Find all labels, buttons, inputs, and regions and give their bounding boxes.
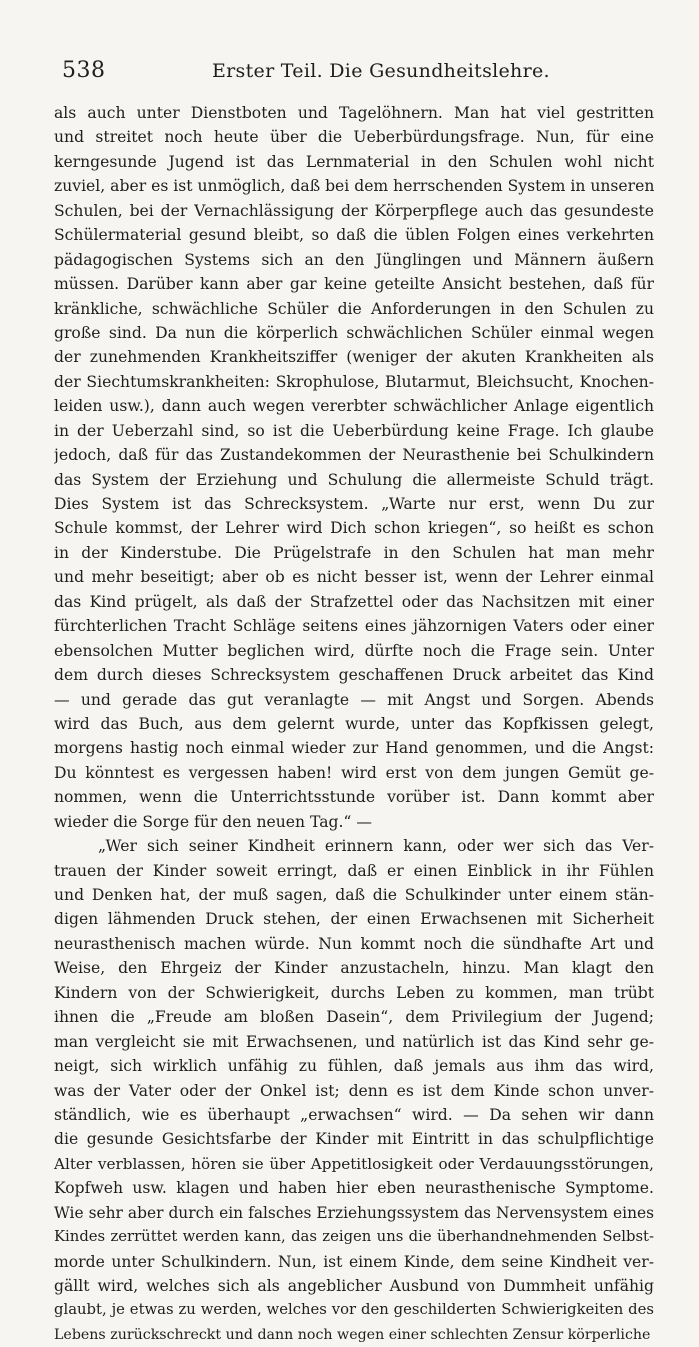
text-line: morgens hastig noch einmal wieder zur Hand genommen, und die Angst: <box>54 739 654 758</box>
text-line: die gesunde Gesichtsfarbe der Kinder mit Eintritt in das schulpflichtige <box>54 1130 654 1149</box>
page-header <box>62 58 662 90</box>
text-line: das System der Erziehung und Schulung die allermeiste Schuld trägt. <box>54 470 654 489</box>
text-line: große sind. Da nun die körperlich schwächlichen Schüler einmal wegen <box>54 323 654 342</box>
text-line: Weise, den Ehrgeiz der Kinder anzustacheln, hinzu. Man klagt den <box>54 959 654 978</box>
running-title: Erster Teil. Die Gesundheitslehre. <box>212 60 550 82</box>
text-line: kränkliche, schwächliche Schüler die Anforderungen in den Schulen zu <box>54 299 654 318</box>
text-line: kerngesunde Jugend ist das Lernmaterial in den Schulen wohl nicht <box>54 152 654 171</box>
text-line: Du könntest es vergessen haben! wird erst von dem jungen Gemüt ge- <box>54 763 654 782</box>
text-line: der Siechtumskrankheiten: Skrophulose, Blutarmut, Bleichsucht, Knochen- <box>54 372 654 391</box>
text-line: ebensolchen Mutter beglichen wird, dürfte noch die Frage sein. Unter <box>54 641 654 660</box>
text-line: dem durch dieses Schrecksystem geschaffenen Druck arbeitet das Kind <box>54 666 654 685</box>
text-line: zuviel, aber es ist unmöglich, daß bei dem herrschenden System in unseren <box>54 177 654 196</box>
text-line: Schülermaterial gesund bleibt, so daß die üblen Folgen eines verkehrten <box>54 226 654 245</box>
text-line: morde unter Schulkindern. Nun, ist einem Kinde, dem seine Kindheit ver- <box>54 1252 654 1271</box>
text-line: wieder die Sorge für den neuen Tag.“ — <box>54 812 372 831</box>
text-line: und Denken hat, der muß sagen, daß die Schulkinder unter einem stän- <box>54 886 654 904</box>
text-line: Kindern von der Schwierigkeit, durchs Leben zu kommen, man trübt <box>54 983 654 1002</box>
text-line: ihnen die „Freude am bloßen Dasein“, dem Privilegium der Jugend; <box>54 1008 654 1027</box>
text-line: Schule kommst, der Lehrer wird Dich schon kriegen“, so heißt es schon <box>54 519 654 538</box>
text-line: — und gerade das gut veranlagte — mit Angst und Sorgen. Abends <box>54 690 654 709</box>
text-line: gällt wird, welches sich als angeblicher Ausbund von Dummheit unfähig <box>54 1277 654 1295</box>
text-line: in der Ueberzahl sind, so ist die Ueberbürdung keine Frage. Ich glaube <box>54 421 654 440</box>
text-line: und streitet noch heute über die Ueberbürdungsfrage. Nun, für eine <box>54 128 654 147</box>
text-line: und mehr beseitigt; aber ob es nicht besser ist, wenn der Lehrer einmal <box>54 568 654 587</box>
text-line: in der Kinderstube. Die Prügelstrafe in den Schulen hat man mehr <box>54 543 654 562</box>
text-line: glaubt, je etwas zu werden, welches vor den geschilderten Schwierigkeiten des <box>54 1301 654 1319</box>
paragraph <box>54 834 654 1347</box>
text-line: müssen. Darüber kann aber gar keine geteilte Ansicht bestehen, daß für <box>54 275 654 294</box>
text-line: neigt, sich wirklich unfähig zu fühlen, daß jemals aus ihm das wird, <box>54 1057 654 1076</box>
text-line: Lebens zurückschreckt und dann noch wegen einer schlechten Zensur körperliche <box>54 1326 651 1343</box>
text-line: digen lähmenden Druck stehen, der einen Erwachsenen mit Sicherheit <box>54 910 654 929</box>
paragraph <box>54 101 654 834</box>
text-line: „Wer sich seiner Kindheit erinnern kann, oder wer sich das Ver- <box>98 837 654 856</box>
text-line: nommen, wenn die Unterrichtsstunde vorüber ist. Dann kommt aber <box>54 788 654 807</box>
text-line: jedoch, daß für das Zustandekommen der Neurasthenie bei Schulkindern <box>54 446 654 465</box>
body-text <box>54 101 654 1347</box>
text-line: wird das Buch, aus dem gelernt wurde, unter das Kopfkissen gelegt, <box>54 714 654 733</box>
text-line: das Kind prügelt, als daß der Strafzettel oder das Nachsitzen mit einer <box>54 592 654 611</box>
text-line: Schulen, bei der Vernachlässigung der Körperpflege auch das gesundeste <box>54 201 654 220</box>
text-line: Wie sehr aber durch ein falsches Erziehungssystem das Nervensystem eines <box>54 1203 654 1222</box>
text-line: Dies System ist das Schrecksystem. „Warte nur erst, wenn Du zur <box>54 495 654 513</box>
text-line: trauen der Kinder soweit erringt, daß er einen Einblick in ihr Fühlen <box>54 861 654 880</box>
text-line: Kopfweh usw. klagen und haben hier eben neurasthenische Symptome. <box>54 1179 654 1198</box>
text-line: leiden usw.), dann auch wegen vererbter schwächlicher Anlage eigentlich <box>54 397 654 416</box>
text-line: der zunehmenden Krankheitsziffer (weniger der akuten Krankheiten als <box>54 348 654 367</box>
text-line: ständlich, wie es überhaupt „erwachsen“ wird. — Da sehen wir dann <box>54 1105 654 1124</box>
text-line: man vergleicht sie mit Erwachsenen, und natürlich ist das Kind sehr ge- <box>54 1032 654 1051</box>
text-line: pädagogischen Systems sich an den Jünglingen und Männern äußern <box>54 250 654 269</box>
text-line: was der Vater oder der Onkel ist; denn es ist dem Kinde schon unver- <box>54 1081 654 1100</box>
text-line: als auch unter Dienstboten und Tagelöhnern. Man hat viel gestritten <box>54 104 654 122</box>
text-line: Kindes zerrüttet werden kann, das zeigen uns die überhandnehmenden Selbst- <box>54 1228 654 1246</box>
text-line: neurasthenisch machen würde. Nun kommt noch die sündhafte Art und <box>54 934 654 953</box>
text-line: Alter verblassen, hören sie über Appetitlosigkeit oder Verdauungsstörungen, <box>54 1154 654 1173</box>
text-line: fürchterlichen Tracht Schläge seitens eines jähzornigen Vaters oder einer <box>54 617 654 636</box>
page-number: 538 <box>62 58 106 83</box>
